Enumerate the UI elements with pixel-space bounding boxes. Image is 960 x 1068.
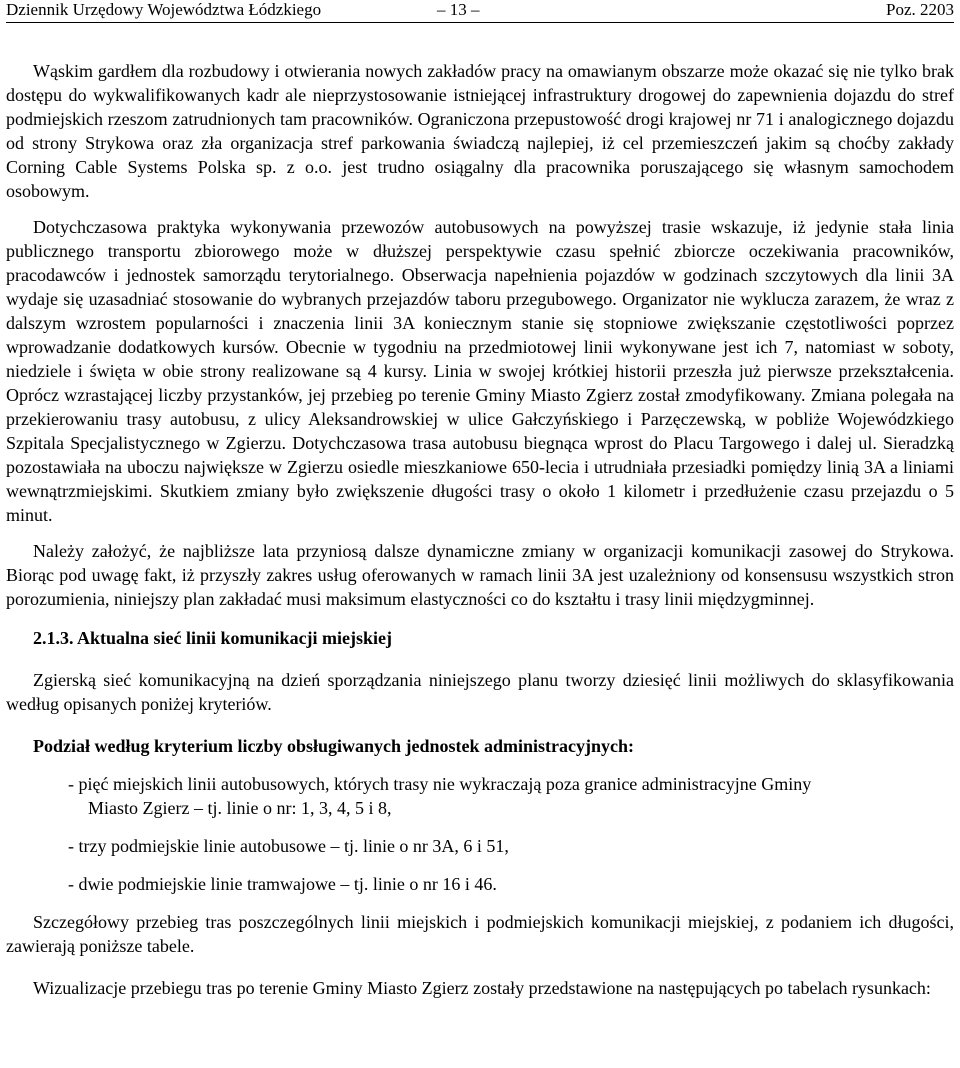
list-item xyxy=(68,834,954,858)
page-number: – 13 – xyxy=(437,0,480,19)
journal-title: Dziennik Urzędowy Województwa Łódzkiego xyxy=(6,0,322,19)
paragraph-visualization: Wizualizacje przebiegu tras po terenie Gminy Miasto Zgierz zostały przedstawione na następujących po tabelach rysunkach: xyxy=(33,978,931,998)
paragraph-network-intro: Zgierską sieć komunikacyjną na dzień sporządzania niniejszego planu tworzy dziesięć linii możliwych do sklasyfikowania według opisanych poniżej kryteriów. xyxy=(6,670,954,714)
list-item-continuation: Miasto Zgierz – tj. linie o nr: 1, 3, 4, 5 i 8, xyxy=(88,798,392,818)
lines-list xyxy=(6,772,954,896)
page-content xyxy=(6,59,954,1000)
list-item xyxy=(68,772,954,820)
paragraph-infrastructure: Wąskim gardłem dla rozbudowy i otwierania nowych zakładów pracy na omawianym obszarze może okazać się nie tylko brak dostępu do wykwalifikowanych kadr ale nieprzystosowanie istniejącej infrastruktury drogowej do zapewnienia dojazdu do stref podmiejskich rzeszom zatrudnionych tam pracowników. Ograniczona przepustowość drogi krajowej nr 71 i analogicznego dojazdu od strony Strykowa oraz zła organizacja stref parkowania świadczą najlepiej, iż cel przemieszczeń jakim są choćby zakłady Corning Cable Systems Polska sp. z o.o. jest trudno osiągalny dla pracownika poruszającego się własnym samochodem osobowym. xyxy=(6,61,954,201)
paragraph-future-changes: Należy założyć, że najbliższe lata przyniosą dalsze dynamiczne zmiany w organizacji komunikacji zasowej do Strykowa. Biorąc pod uwagę fakt, iż przyszły zakres usług oferowanych w ramach linii 3A jest uzależniony od konsensusu wszystkich stron porozumienia, niniejszy plan zakładać musi maksimum elastyczności co do kształtu i trasy linii międzygminnej. xyxy=(6,541,954,609)
list-item-text: - pięć miejskich linii autobusowych, których trasy nie wykraczają poza granice administracyjne Gminy xyxy=(68,774,812,794)
criterion-heading: Podział według kryterium liczby obsługiwanych jednostek administracyjnych: xyxy=(33,736,635,756)
list-item-text: - trzy podmiejskie linie autobusowe – tj. linie o nr 3A, 6 i 51, xyxy=(68,836,509,856)
list-item-text: - dwie podmiejskie linie tramwajowe – tj. linie o nr 16 i 46. xyxy=(68,874,497,894)
list-item xyxy=(68,872,954,896)
section-heading: 2.1.3. Aktualna sieć linii komunikacji miejskiej xyxy=(33,628,393,648)
paragraph-bus-practice: Dotychczasowa praktyka wykonywania przewozów autobusowych na powyższej trasie wskazuje, iż jedynie stała linia publicznego transportu zbiorowego może w dłuższej perspektywie czasu spełnić zbiorcze oczekiwania pracowników, pracodawców i jednostek samorządu terytorialnego. Obserwacja napełnienia pojazdów w godzinach szczytowych dla linii 3A wydaje się uzasadniać stosowanie do wybranych przejazdów taboru przegubowego. Organizator nie wyklucza zarazem, że wraz z dalszym wzrostem popularności i znaczenia linii 3A koniecznym stanie się stopniowe zwiększanie częstotliwości poprzez wprowadzanie dodatkowych kursów. Obecnie w tygodniu na przedmiotowej linii wykonywane jest ich 7, natomiast w soboty, niedziele i święta w obie strony realizowane są 4 kursy. Linia w swojej krótkiej historii przeszła już pierwsze przekształcenia. Oprócz wzrastającej liczby przystanków, jej przebieg po terenie Gminy Miasto Zgierz został zmodyfikowany. Zmiana polegała na przekierowaniu trasy autobusu, z ulicy Aleksandrowskiej w ulice Gałczyńskiego i Parzęczewską, w pobliże Wojewódzkiego Szpitala Specjalistycznego w Zgierzu. Dotychczasowa trasa autobusu biegnąca wprost do Placu Targowego i dalej ul. Sieradzką pozostawiała na uboczu największe w Zgierzu osiedle mieszkaniowe 650-lecia i utrudniała przesiadki pomiędzy linią 3A a liniami wewnątrzmiejskimi. Skutkiem zmiany było zwiększenie długości trasy o około 1 kilometr i przedłużenie czasu przejazdu o 5 minut. xyxy=(6,217,954,525)
paragraph-tables-intro: Szczegółowy przebieg tras poszczególnych linii miejskich i podmiejskich komunikacji miejskiej, z podaniem ich długości, zawierają poniższe tabele. xyxy=(6,912,954,956)
position-number: Poz. 2203 xyxy=(886,0,954,19)
page-header xyxy=(6,0,954,23)
